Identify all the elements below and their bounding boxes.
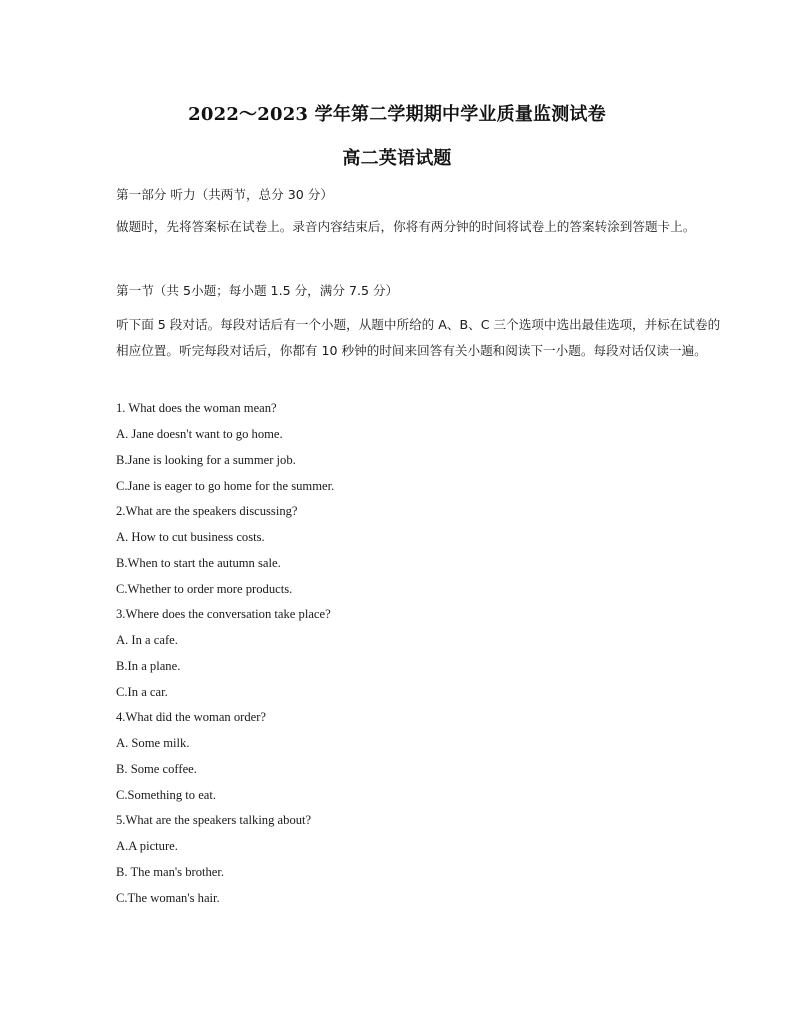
question-4-stem: 4.What did the woman order? (116, 710, 267, 724)
question-5-option-b: B. The man's brother. (116, 865, 225, 879)
question-1-option-c: C.Jane is eager to go home for the summer. (116, 479, 335, 493)
part1-instruction: 做题时，先将答案标在试卷上。录音内容结束后，你将有两分钟的时间将试卷上的答案转涂到答题卡上。 (116, 219, 696, 234)
question-3-option-b: B.In a plane. (116, 659, 181, 673)
question-5-stem: 5.What are the speakers talking about? (116, 813, 312, 827)
question-2-option-c: C.Whether to order more products. (116, 582, 293, 596)
question-3-option-c: C.In a car. (116, 685, 168, 699)
question-3-option-a: A. In a cafe. (116, 633, 178, 647)
exam-subtitle: 高二英语试题 (342, 148, 452, 169)
question-5-option-a: A.A picture. (116, 839, 178, 853)
question-3-stem: 3.Where does the conversation take place? (116, 607, 331, 621)
section1-heading: 第一节（共 5小题；每小题 1.5 分，满分 7.5 分） (116, 283, 399, 298)
part1-heading: 第一部分 听力（共两节，总分 30 分） (116, 187, 333, 202)
exam-title: 2022～2023 学年第二学期期中学业质量监测试卷 (188, 104, 606, 125)
question-5-option-c: C.The woman's hair. (116, 891, 220, 905)
question-2-option-a: A. How to cut business costs. (116, 530, 265, 544)
section1-instruction: 听下面 5 段对话。每段对话后有一个小题，从题中所给的 A、B、C 三个选项中选出最佳选项，并标在试卷的相应位置。听完每段对话后，你都有 10 秒钟的时间来回答有关小题和阅读下一小题。每段对话仅读一遍。 (116, 317, 721, 358)
question-1-option-a: A. Jane doesn't want to go home. (116, 427, 283, 441)
question-4-option-b: B. Some coffee. (116, 762, 197, 776)
question-1-stem: 1. What does the woman mean? (116, 401, 277, 415)
question-4-option-c: C.Something to eat. (116, 788, 217, 802)
question-2-stem: 2.What are the speakers discussing? (116, 504, 298, 518)
question-4-option-a: A. Some milk. (116, 736, 190, 750)
question-2-option-b: B.When to start the autumn sale. (116, 556, 281, 570)
question-1-option-b: B.Jane is looking for a summer job. (116, 453, 296, 467)
